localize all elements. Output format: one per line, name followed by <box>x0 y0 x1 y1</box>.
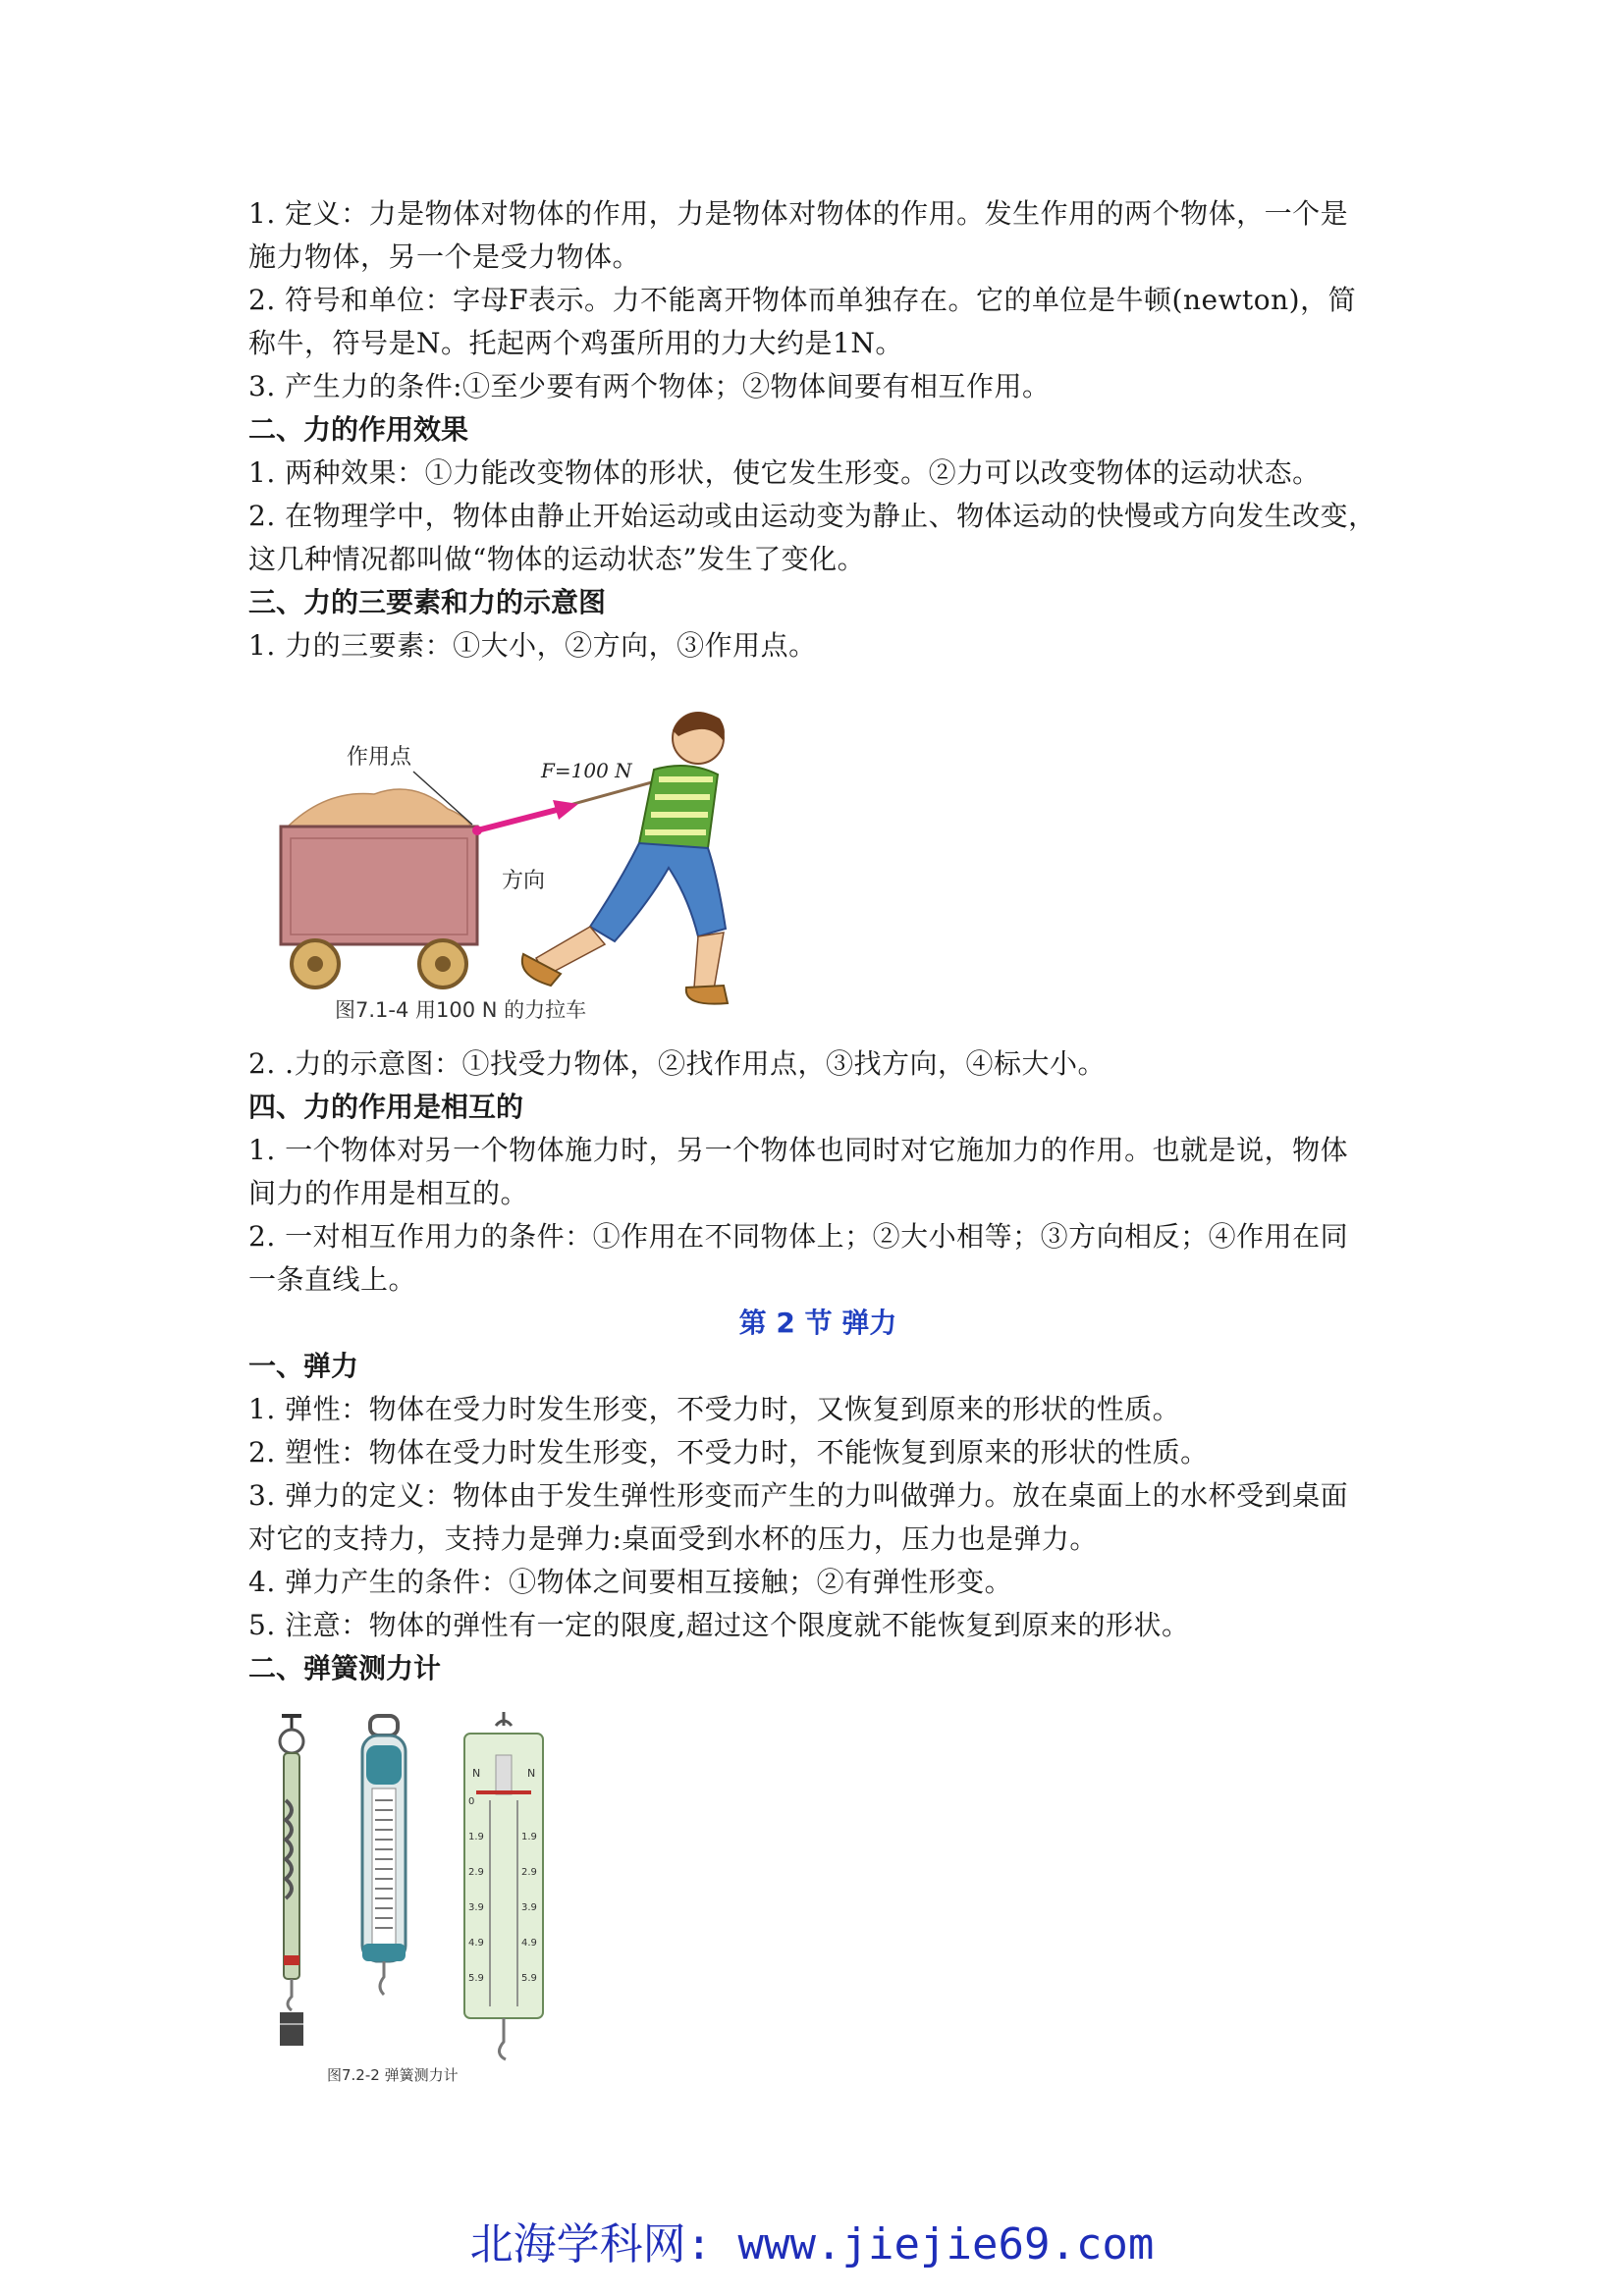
text-line: 2. 符号和单位：字母F表示。力不能离开物体而单独存在。它的单位是牛顿(newton)，简 <box>248 284 1357 316</box>
boy-shoe <box>686 986 728 1004</box>
text-line: 5. 注意：物体的弹性有一定的限度,超过这个限度就不能恢复到原来的形状。 <box>248 1609 1190 1641</box>
text-line: 施力物体，另一个是受力物体。 <box>248 240 641 273</box>
spring-scale-figure <box>268 1712 602 2085</box>
tick-label: 4.9 <box>468 1938 484 1949</box>
tick-label: 1.9 <box>468 1832 484 1842</box>
spring-scale-flat <box>362 1716 406 1995</box>
label-application-point: 作用点 <box>347 745 412 770</box>
section-heading: 二、力的作用效果 <box>248 413 469 446</box>
text-line: 1. 两种效果：①力能改变物体的形状，使它发生形变。②力可以改变物体的运动状态。 <box>248 456 1321 489</box>
cart-pull-illustration <box>266 701 777 1025</box>
figure-caption: 图7.1-4 用100 N 的力拉车 <box>335 998 587 1022</box>
text-line: 2. 在物理学中，物体由静止开始运动或由运动变为静止、物体运动的快慢或方向发生改变， <box>248 500 1377 532</box>
text-line: 1. 力的三要素：①大小，②方向，③作用点。 <box>248 629 817 662</box>
text-line: 称牛，符号是N。托起两个鸡蛋所用的力大约是1N。 <box>248 327 903 359</box>
unit-label: N <box>527 1767 536 1780</box>
boy-shorts <box>590 843 726 941</box>
section-heading: 三、力的三要素和力的示意图 <box>248 586 607 618</box>
sand-pile <box>286 789 472 828</box>
text-line: 2. 塑性：物体在受力时发生形变，不受力时，不能恢复到原来的形状的性质。 <box>248 1436 1209 1468</box>
section-heading: 一、弹力 <box>248 1350 359 1382</box>
chapter-title: 第 2 节 弹力 <box>738 1307 897 1339</box>
document-body <box>248 192 1387 2085</box>
spring-scale-panel <box>464 1712 543 2059</box>
tick-label: 5.9 <box>521 1973 537 1984</box>
text-line: 间力的作用是相互的。 <box>248 1177 529 1209</box>
cart-body <box>281 827 477 944</box>
text-line: 1. 定义：力是物体对物体的作用，力是物体对物体的作用。发生作用的两个物体，一个是 <box>248 197 1349 230</box>
text-line: 2. .力的示意图：①找受力物体，②找作用点，③找方向，④标大小。 <box>248 1047 1107 1080</box>
text-line: 1. 一个物体对另一个物体施力时，另一个物体也同时对它施加力的作用。也就是说，物体 <box>248 1134 1349 1166</box>
unit-label: N <box>472 1767 481 1780</box>
tick-label: 0 <box>468 1796 475 1807</box>
text-line: 1. 弹性：物体在受力时发生形变，不受力时，又恢复到原来的形状的性质。 <box>248 1393 1181 1425</box>
text-line: 3. 弹力的定义：物体由于发生弹性形变而产生的力叫做弹力。放在桌面上的水杯受到桌面 <box>248 1479 1349 1512</box>
text-line: 对它的支持力，支持力是弹力:桌面受到水杯的压力，压力也是弹力。 <box>248 1522 1098 1555</box>
application-point <box>472 826 482 835</box>
tick-label: 2.9 <box>521 1867 537 1878</box>
label-force-value: F=100 N <box>541 759 632 782</box>
text-line: 2. 一对相互作用力的条件：①作用在不同物体上；②大小相等；③方向相反；④作用在同 <box>248 1220 1349 1253</box>
force-arrow <box>477 809 561 830</box>
figure-caption: 图7.2-2 弹簧测力计 <box>327 2066 459 2084</box>
label-direction: 方向 <box>502 869 546 893</box>
text-line: 4. 弹力产生的条件：①物体之间要相互接触；②有弹性形变。 <box>248 1566 1013 1598</box>
spring-scale-illustration <box>268 1712 602 2085</box>
tick-label: 4.9 <box>521 1938 537 1949</box>
tick-label: 1.9 <box>521 1832 537 1842</box>
cart-pull-figure <box>266 701 777 1025</box>
tick-label: 5.9 <box>468 1973 484 1984</box>
text-line: 一条直线上。 <box>248 1263 417 1296</box>
section-heading: 四、力的作用是相互的 <box>248 1091 524 1123</box>
tick-label: 3.9 <box>521 1902 537 1913</box>
footer-watermark: 北海学科网: www.jiejie69.com <box>469 2219 1155 2269</box>
spring-scale-tube <box>280 1716 303 2046</box>
section-heading: 二、弹簧测力计 <box>248 1652 442 1684</box>
tick-label: 2.9 <box>468 1867 484 1878</box>
text-line: 这几种情况都叫做“物体的运动状态”发生了变化。 <box>248 543 866 575</box>
tick-label: 3.9 <box>468 1902 484 1913</box>
text-line: 3. 产生力的条件:①至少要有两个物体；②物体间要有相互作用。 <box>248 370 1051 402</box>
